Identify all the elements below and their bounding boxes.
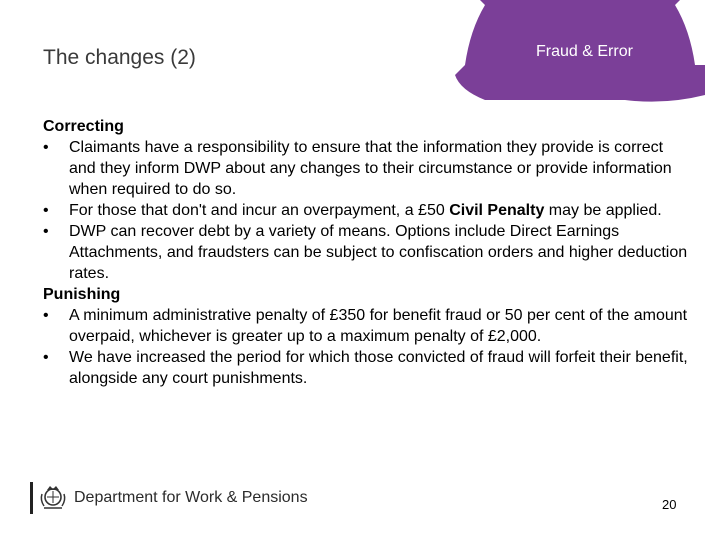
bullet-text: For those that don't and incur an overpayment, a £50 [69,202,450,219]
page-number: 20 [662,497,677,512]
page-title: The changes (2) [43,46,196,69]
bullet-dot: • [43,139,49,156]
bullet-item [43,221,693,284]
bullet-text: may be applied. [544,202,662,219]
slide-body [43,116,693,389]
royal-crest-icon [38,484,68,512]
bullet-text: DWP can recover debt by a variety of means. Options include Direct Earnings Attachments, and fraudsters can be subject to confiscation orders and higher deduction rates. [69,223,688,282]
bullet-dot: • [43,349,49,366]
department-name: Department for Work & Pensions [74,489,308,506]
bullet-item [43,137,693,200]
footer-divider [30,482,33,514]
bullet-item [43,347,693,389]
bullet-text: Claimants have a responsibility to ensure that the information they provide is correct and they inform DWP about any changes to their circumstance or provide information when required to do so. [69,139,672,198]
civil-penalty-term: Civil Penalty [449,202,545,219]
section-badge: Fraud & Error [536,43,633,60]
bullet-dot: • [43,202,49,219]
bullet-dot: • [43,307,49,324]
bullet-dot: • [43,223,49,240]
bullet-text: A minimum administrative penalty of £350 for benefit fraud or 50 per cent of the amount overpaid, whichever is greater up to a maximum penalty of £2,000. [69,307,688,345]
bullet-item [43,305,693,347]
section-heading-correcting: Correcting [43,118,124,135]
bullet-item [43,200,693,221]
section-heading-punishing: Punishing [43,286,121,303]
bullet-text: We have increased the period for which those convicted of fraud will forfeit their benefit, alongside any court punishments. [69,349,688,387]
